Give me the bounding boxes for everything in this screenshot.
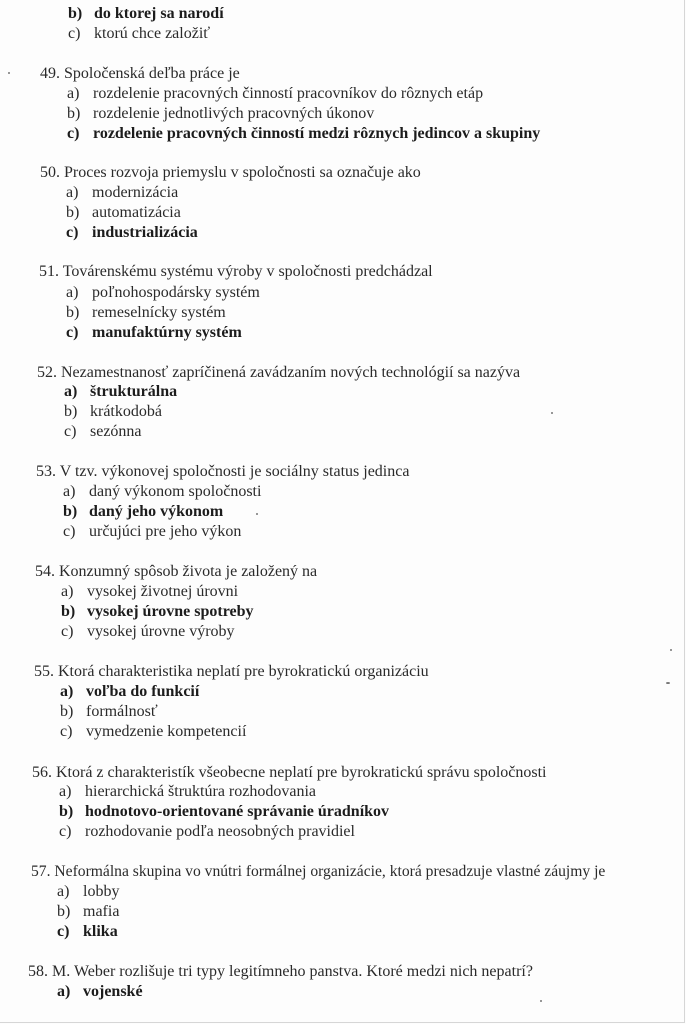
option-letter: b): [61, 603, 76, 620]
question-54: [35, 562, 317, 582]
option-letter: a): [59, 783, 72, 800]
question-51: [39, 262, 433, 282]
scan-speck: [540, 1000, 542, 1002]
question-number: 57.: [31, 863, 51, 880]
option-letter: c): [67, 125, 80, 142]
option-text: ktorú chce založiť: [94, 25, 211, 42]
option-text: krátkodobá: [90, 403, 162, 420]
question-number: 49.: [40, 65, 60, 82]
question-text: Konzumný spôsob života je založený na: [59, 563, 318, 580]
option-50a: [66, 183, 178, 203]
option-54b: [61, 602, 254, 622]
option-letter: b): [64, 403, 78, 420]
question-number: 58.: [28, 963, 48, 980]
option-58a: [57, 982, 143, 1002]
option-57c: [57, 922, 118, 942]
option-text: vymedzenie kompetencií: [86, 723, 247, 740]
option-56b: [59, 802, 389, 822]
option-51b: [66, 303, 226, 323]
option-text: vojenské: [83, 983, 143, 1000]
option-letter: a): [64, 383, 78, 400]
option-51c: [66, 323, 242, 343]
option-52b: [64, 402, 162, 422]
option-text: daný výkonom spoločnosti: [89, 483, 262, 500]
option-letter: b): [60, 703, 74, 720]
option-55b: [60, 702, 158, 722]
option-52a: [64, 382, 177, 402]
option-text: štrukturálna: [90, 383, 178, 400]
question-55: [34, 662, 429, 682]
option-text: industrializácia: [92, 224, 198, 241]
option-letter: c): [66, 224, 79, 241]
option-letter: a): [66, 184, 79, 201]
option-text: určujúci pre jeho výkon: [89, 523, 242, 540]
option-50c: [66, 223, 198, 243]
option-letter: b): [67, 105, 81, 122]
option-letter: b): [57, 903, 71, 920]
option-text: klika: [83, 923, 118, 940]
question-number: 52.: [37, 364, 57, 381]
question-text: Ktorá charakteristika neplatí pre byrokratickú organizáciu: [58, 663, 429, 680]
option-57b: [57, 902, 119, 922]
option-letter: b): [59, 803, 74, 820]
question-57: [31, 862, 605, 882]
question-text: Neformálna skupina vo vnútri formálnej organizácie, ktorá presadzuje vlastné záujmy je: [54, 863, 606, 880]
option-53b: [63, 502, 223, 522]
question-text: Továrenskému systému výroby v spoločnosti predchádzal: [62, 263, 433, 280]
option-50b: [66, 203, 181, 223]
option-letter: a): [57, 983, 71, 1000]
scan-speck: [666, 682, 670, 684]
option-text: vysokej úrovne výroby: [87, 623, 235, 640]
option-text: hodnotovo-orientované správanie úradníkov: [85, 803, 390, 820]
question-text: Ktorá z charakteristík všeobecne neplatí pre byrokratickú správu spoločnosti: [56, 764, 547, 781]
question-number: 51.: [39, 263, 59, 280]
question-text: M. Weber rozlišuje tri typy legitímneho panstva. Ktoré medzi nich nepatrí?: [52, 963, 533, 980]
option-text: lobby: [83, 883, 120, 900]
option-text: vysokej životnej úrovni: [87, 583, 239, 600]
option-text: sezónna: [90, 423, 142, 440]
option-53a: [63, 482, 261, 502]
option-text: formálnosť: [86, 703, 158, 720]
option-c-continuation: [68, 24, 210, 44]
question-52: [37, 363, 520, 383]
scan-speck: [551, 412, 553, 414]
option-text: mafia: [83, 903, 120, 920]
scan-speck: [8, 72, 10, 74]
option-49c: [67, 124, 540, 144]
option-letter: a): [57, 883, 70, 900]
option-53c: [63, 522, 241, 542]
option-text: modernizácia: [92, 184, 179, 201]
option-text: rozdelenie pracovných činností pracovníkov do rôznych etáp: [93, 85, 484, 102]
scan-speck: [670, 649, 672, 651]
option-letter: a): [60, 683, 74, 700]
question-number: 50.: [40, 164, 60, 181]
option-text: daný jeho výkonom: [89, 503, 224, 520]
option-49b: [67, 104, 374, 124]
option-text: do ktorej sa narodí: [94, 5, 224, 22]
question-text: Nezamestnanosť zapríčinená zavádzaním nových technológií sa nazýva: [61, 364, 521, 381]
question-49: [40, 64, 240, 84]
option-letter: b): [66, 304, 80, 321]
option-letter: b): [68, 5, 83, 22]
option-text: voľba do funkcií: [86, 683, 200, 700]
option-letter: c): [57, 923, 70, 940]
option-text: rozdelenie pracovných činností medzi rôznych jedincov a skupiny: [93, 125, 541, 142]
option-56a: [59, 782, 316, 802]
option-52c: [64, 422, 142, 442]
option-text: remeselnícky systém: [92, 304, 226, 321]
option-letter: a): [63, 483, 76, 500]
option-letter: a): [66, 284, 79, 301]
option-letter: c): [63, 523, 76, 540]
option-letter: c): [60, 723, 73, 740]
scan-speck: [256, 513, 258, 515]
option-54a: [61, 582, 238, 602]
option-b-continuation: [68, 4, 224, 24]
option-49a: [67, 84, 483, 104]
option-letter: b): [63, 503, 78, 520]
question-number: 53.: [36, 463, 56, 480]
option-55a: [60, 682, 199, 702]
question-text: Proces rozvoja priemyslu v spoločnosti sa označuje ako: [64, 164, 421, 181]
question-number: 56.: [32, 764, 52, 781]
option-57a: [57, 882, 119, 902]
option-text: poľnohospodársky systém: [92, 284, 260, 301]
option-55c: [60, 722, 246, 742]
option-letter: c): [59, 823, 72, 840]
option-text: automatizácia: [92, 204, 181, 221]
question-53: [36, 462, 409, 482]
question-56: [32, 763, 547, 783]
option-text: rozdelenie jednotlivých pracovných úkonov: [93, 105, 375, 122]
option-text: manufaktúrny systém: [92, 324, 242, 341]
question-50: [40, 163, 421, 183]
option-letter: c): [68, 25, 81, 42]
option-51a: [66, 283, 260, 303]
question-text: Spoločenská deľba práce je: [64, 65, 240, 82]
option-letter: c): [61, 623, 74, 640]
option-letter: c): [64, 423, 77, 440]
question-text: V tzv. výkonovej spoločnosti je sociálny status jedinca: [59, 463, 410, 480]
option-text: rozhodovanie podľa neosobných pravidiel: [85, 823, 355, 840]
question-number: 54.: [35, 563, 55, 580]
option-text: vysokej úrovne spotreby: [87, 603, 254, 620]
option-text: hierarchická štruktúra rozhodovania: [85, 783, 317, 800]
option-letter: a): [61, 583, 74, 600]
option-letter: c): [66, 324, 79, 341]
option-56c: [59, 822, 355, 842]
option-54c: [61, 622, 235, 642]
option-letter: a): [67, 85, 80, 102]
option-letter: b): [66, 204, 80, 221]
question-58: [28, 962, 533, 982]
question-number: 55.: [34, 663, 54, 680]
